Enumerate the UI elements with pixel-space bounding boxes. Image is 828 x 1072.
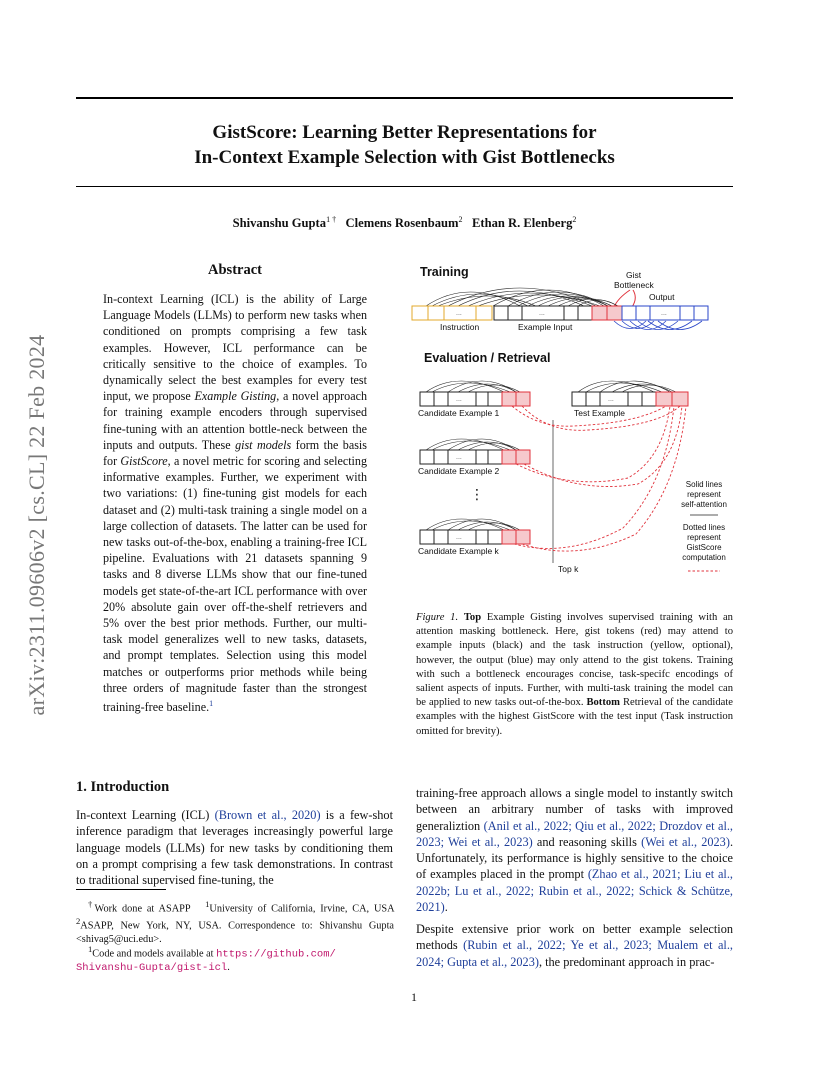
footnote-text: Work done at ASAPP xyxy=(94,903,191,915)
citation-link[interactable]: (Wei et al., 2023) xyxy=(641,834,730,849)
token-ellipsis: ... xyxy=(456,310,462,317)
eval-label: Evaluation / Retrieval xyxy=(424,351,551,365)
figure-legend xyxy=(681,480,727,571)
title-line-2: In-Context Example Selection with Gist Bottlenecks xyxy=(194,147,615,168)
candidate-k-label: Candidate Example k xyxy=(418,546,499,556)
legend-solid-line: Solid lines xyxy=(685,480,723,489)
legend-dotted-line: represent xyxy=(687,533,721,542)
author-name: Clemens Rosenbaum xyxy=(345,216,459,231)
footnote-link[interactable]: 1 xyxy=(209,699,214,709)
example-input-label: Example Input xyxy=(518,322,573,332)
page-number: 1 xyxy=(411,990,417,1004)
abstract-text: , a novel metric for scoring and selecting informative examples. Further, we experiment with two variations: (1) fine-tuning gist models for each dataset and (2) multi-task training a single model on a large collection of datasets. The latter can be used for new tasks out-of-the-box, enabling a training-free ICL pipeline. Evaluations with 21 datasets spanning 9 tasks and 8 diverse LLMs show that our fine-tuned models get state-of-the-art ICL performance with over 20% absolute gain over off-the-shelf retrievers and 5% over the best prior methods. Further, our multi-task model generalizes well to new tasks, datasets, and prompt templates. Selection using this model matches or outperforms prior methods while being three orders of magnitude faster than the strongest training-free baseline. xyxy=(103,454,368,715)
candidate-example-2 xyxy=(420,439,530,464)
footnote-1: †Work done at ASAPP $^1$University of California, Irvine, CA, USA $^2$ASAPP, New York, NY, USA. Correspondence to: Shivanshu Gupta <shivag5@uci.edu>. xyxy=(76,899,394,945)
author-mark: 1 † xyxy=(326,215,337,224)
body-text: In-context Learning (ICL) xyxy=(76,808,215,822)
section-heading: 1. Introduction xyxy=(76,779,170,795)
author-mark: 2 xyxy=(458,215,463,224)
abstract-text: In-context Learning (ICL) is the ability of Large Language Models (LLMs) to perform new tasks when conditioned on prompts comprising a few task examples. However, ICL performance can be critically sensitive to the choice of examples. To dynamically select the best examples for every test input, we propose xyxy=(103,292,367,404)
token-ellipsis: ... xyxy=(608,396,614,403)
body-text: . Unfortunately, its performance is highly sensitive to the choice of examples placed in the prompt xyxy=(416,834,734,882)
token-ellipsis: ... xyxy=(661,310,667,317)
arxiv-id: arXiv:2311.09606v2 [cs.CL] 22 Feb 2024 xyxy=(24,334,49,716)
footnote-text: University of California, Irvine, CA, USA xyxy=(209,903,394,915)
instruction-label: Instruction xyxy=(440,322,480,332)
candidate-example-k xyxy=(420,519,530,544)
citation-link[interactable]: (Zhao et al., 2021; Liu et al., 2022b; Lu et al., 2022; Rubin et al., 2022; Schick & Schütze, 2021) xyxy=(416,867,733,915)
abstract-text: , a novel approach for training example encoders through supervised fine-tuning with an attention bottle-neck between the inputs and outputs. These xyxy=(103,389,367,452)
body-text: Despite extensive prior work on better example selection methods xyxy=(416,922,733,953)
intro-right-column-p2 xyxy=(416,921,733,970)
code-url-link[interactable]: Shivanshu-Gupta/gist-icl xyxy=(76,962,228,975)
legend-dotted-line: Dotted lines xyxy=(682,523,726,532)
caption-bold: Top xyxy=(463,612,482,623)
vertical-ellipsis: ⋮ xyxy=(470,486,484,502)
abstract-em: GistScore xyxy=(120,454,168,469)
gist-label-2: Bottleneck xyxy=(614,280,654,290)
top-k-label: Top k xyxy=(558,564,579,574)
abstract-em: Example Gisting xyxy=(194,389,277,404)
author-list xyxy=(76,215,733,231)
token-ellipsis: ... xyxy=(456,396,462,403)
output-label: Output xyxy=(649,292,675,302)
candidate-2-label: Candidate Example 2 xyxy=(418,466,500,476)
token-ellipsis: ... xyxy=(456,534,462,541)
title-bottom-rule xyxy=(76,186,733,187)
gistscore-connections xyxy=(512,406,686,551)
legend-dotted-line: GistScore xyxy=(686,543,722,552)
test-example-label: Test Example xyxy=(574,408,626,418)
candidate-example-1 xyxy=(420,381,530,406)
figure-1-diagram xyxy=(408,258,738,583)
candidate-1-label: Candidate Example 1 xyxy=(418,408,500,418)
abstract-em: gist models xyxy=(235,437,292,452)
title-line-1: GistScore: Learning Better Representations for xyxy=(212,122,597,143)
gist-label-1: Gist xyxy=(626,270,642,280)
abstract-heading: Abstract xyxy=(208,262,262,278)
token-ellipsis: ... xyxy=(539,310,545,317)
top-rule xyxy=(76,97,733,99)
training-output-arcs xyxy=(614,321,702,330)
body-text: is a few-shot inference paradigm that leverages increasingly powerful large language models (LLMs) for new tasks by conditioning them on a prompt comprising a few task demonstrations. In contrast to traditional supervised fine-tuning, the xyxy=(76,808,393,888)
training-self-attention-arcs xyxy=(426,288,618,306)
body-text: and reasoning skills xyxy=(532,834,642,849)
legend-solid-line: self-attention xyxy=(681,500,727,509)
author-mark: 2 xyxy=(572,215,577,224)
intro-left-column xyxy=(76,807,393,888)
training-label: Training xyxy=(420,265,469,279)
footnote-text: Code and models available at xyxy=(92,948,217,960)
intro-right-column-p1 xyxy=(416,785,733,915)
caption-text: Example Gisting involves supervised training with an attention masking bottleneck. Here, gist tokens (red) may attend to example inputs (black) and the task instruction (yellow, optional), however, the output (blue) may only attend to the gist tokens. Training with such a bottleneck encourages concise, task-specifc encodings of salient aspects of inputs. Further, with multi-task training the model can be applied to new tasks out-of-the-box. xyxy=(416,612,733,709)
footnote-2: $^1$Code and models available at https://github.com/ Shivanshu-Gupta/gist-icl. xyxy=(76,944,336,975)
gist-arrow xyxy=(632,290,635,307)
body-text: , the predominant approach in prac- xyxy=(538,954,715,969)
author-name: Ethan R. Elenberg xyxy=(471,216,573,231)
paper-title xyxy=(76,120,733,170)
legend-dotted-line: computation xyxy=(682,553,726,562)
caption-label: Figure 1. xyxy=(416,612,459,623)
code-url-link[interactable]: https://github.com/ xyxy=(216,948,336,961)
body-text: . xyxy=(444,900,448,915)
footnote-text: . xyxy=(227,962,230,974)
token-ellipsis: ... xyxy=(456,454,462,461)
body-text: training-free approach allows a single model to instantly switch between an arbitrary number of tasks with improved generaliztion xyxy=(416,786,733,833)
legend-solid-line: represent xyxy=(687,490,721,499)
abstract-text: form the basis for xyxy=(103,437,367,469)
citation-link[interactable]: (Brown et al., 2020) xyxy=(214,808,321,822)
citation-link[interactable]: (Anil et al., 2022; Qiu et al., 2022; Drozdov et al., 2023; Wei et al., 2023) xyxy=(416,818,734,849)
test-example xyxy=(572,381,688,406)
caption-text: Retrieval of the candidate examples with the highest GistScore with the test input (Task instruction omitted for brevity). xyxy=(416,697,733,737)
author-name: Shivanshu Gupta xyxy=(232,216,327,231)
abstract-body xyxy=(103,291,367,715)
footnote-rule xyxy=(76,889,166,890)
caption-bold: Bottom xyxy=(586,697,620,709)
figure-caption xyxy=(416,611,733,739)
footnote-text: ASAPP, New York, NY, USA. Correspondence to: Shivanshu Gupta <shivag5@uci.edu>. xyxy=(76,920,394,945)
gist-arrow xyxy=(614,290,630,307)
citation-link[interactable]: (Rubin et al., 2022; Ye et al., 2023; Mualem et al., 2024; Gupta et al., 2023) xyxy=(416,938,733,969)
arxiv-stamp xyxy=(22,290,52,760)
